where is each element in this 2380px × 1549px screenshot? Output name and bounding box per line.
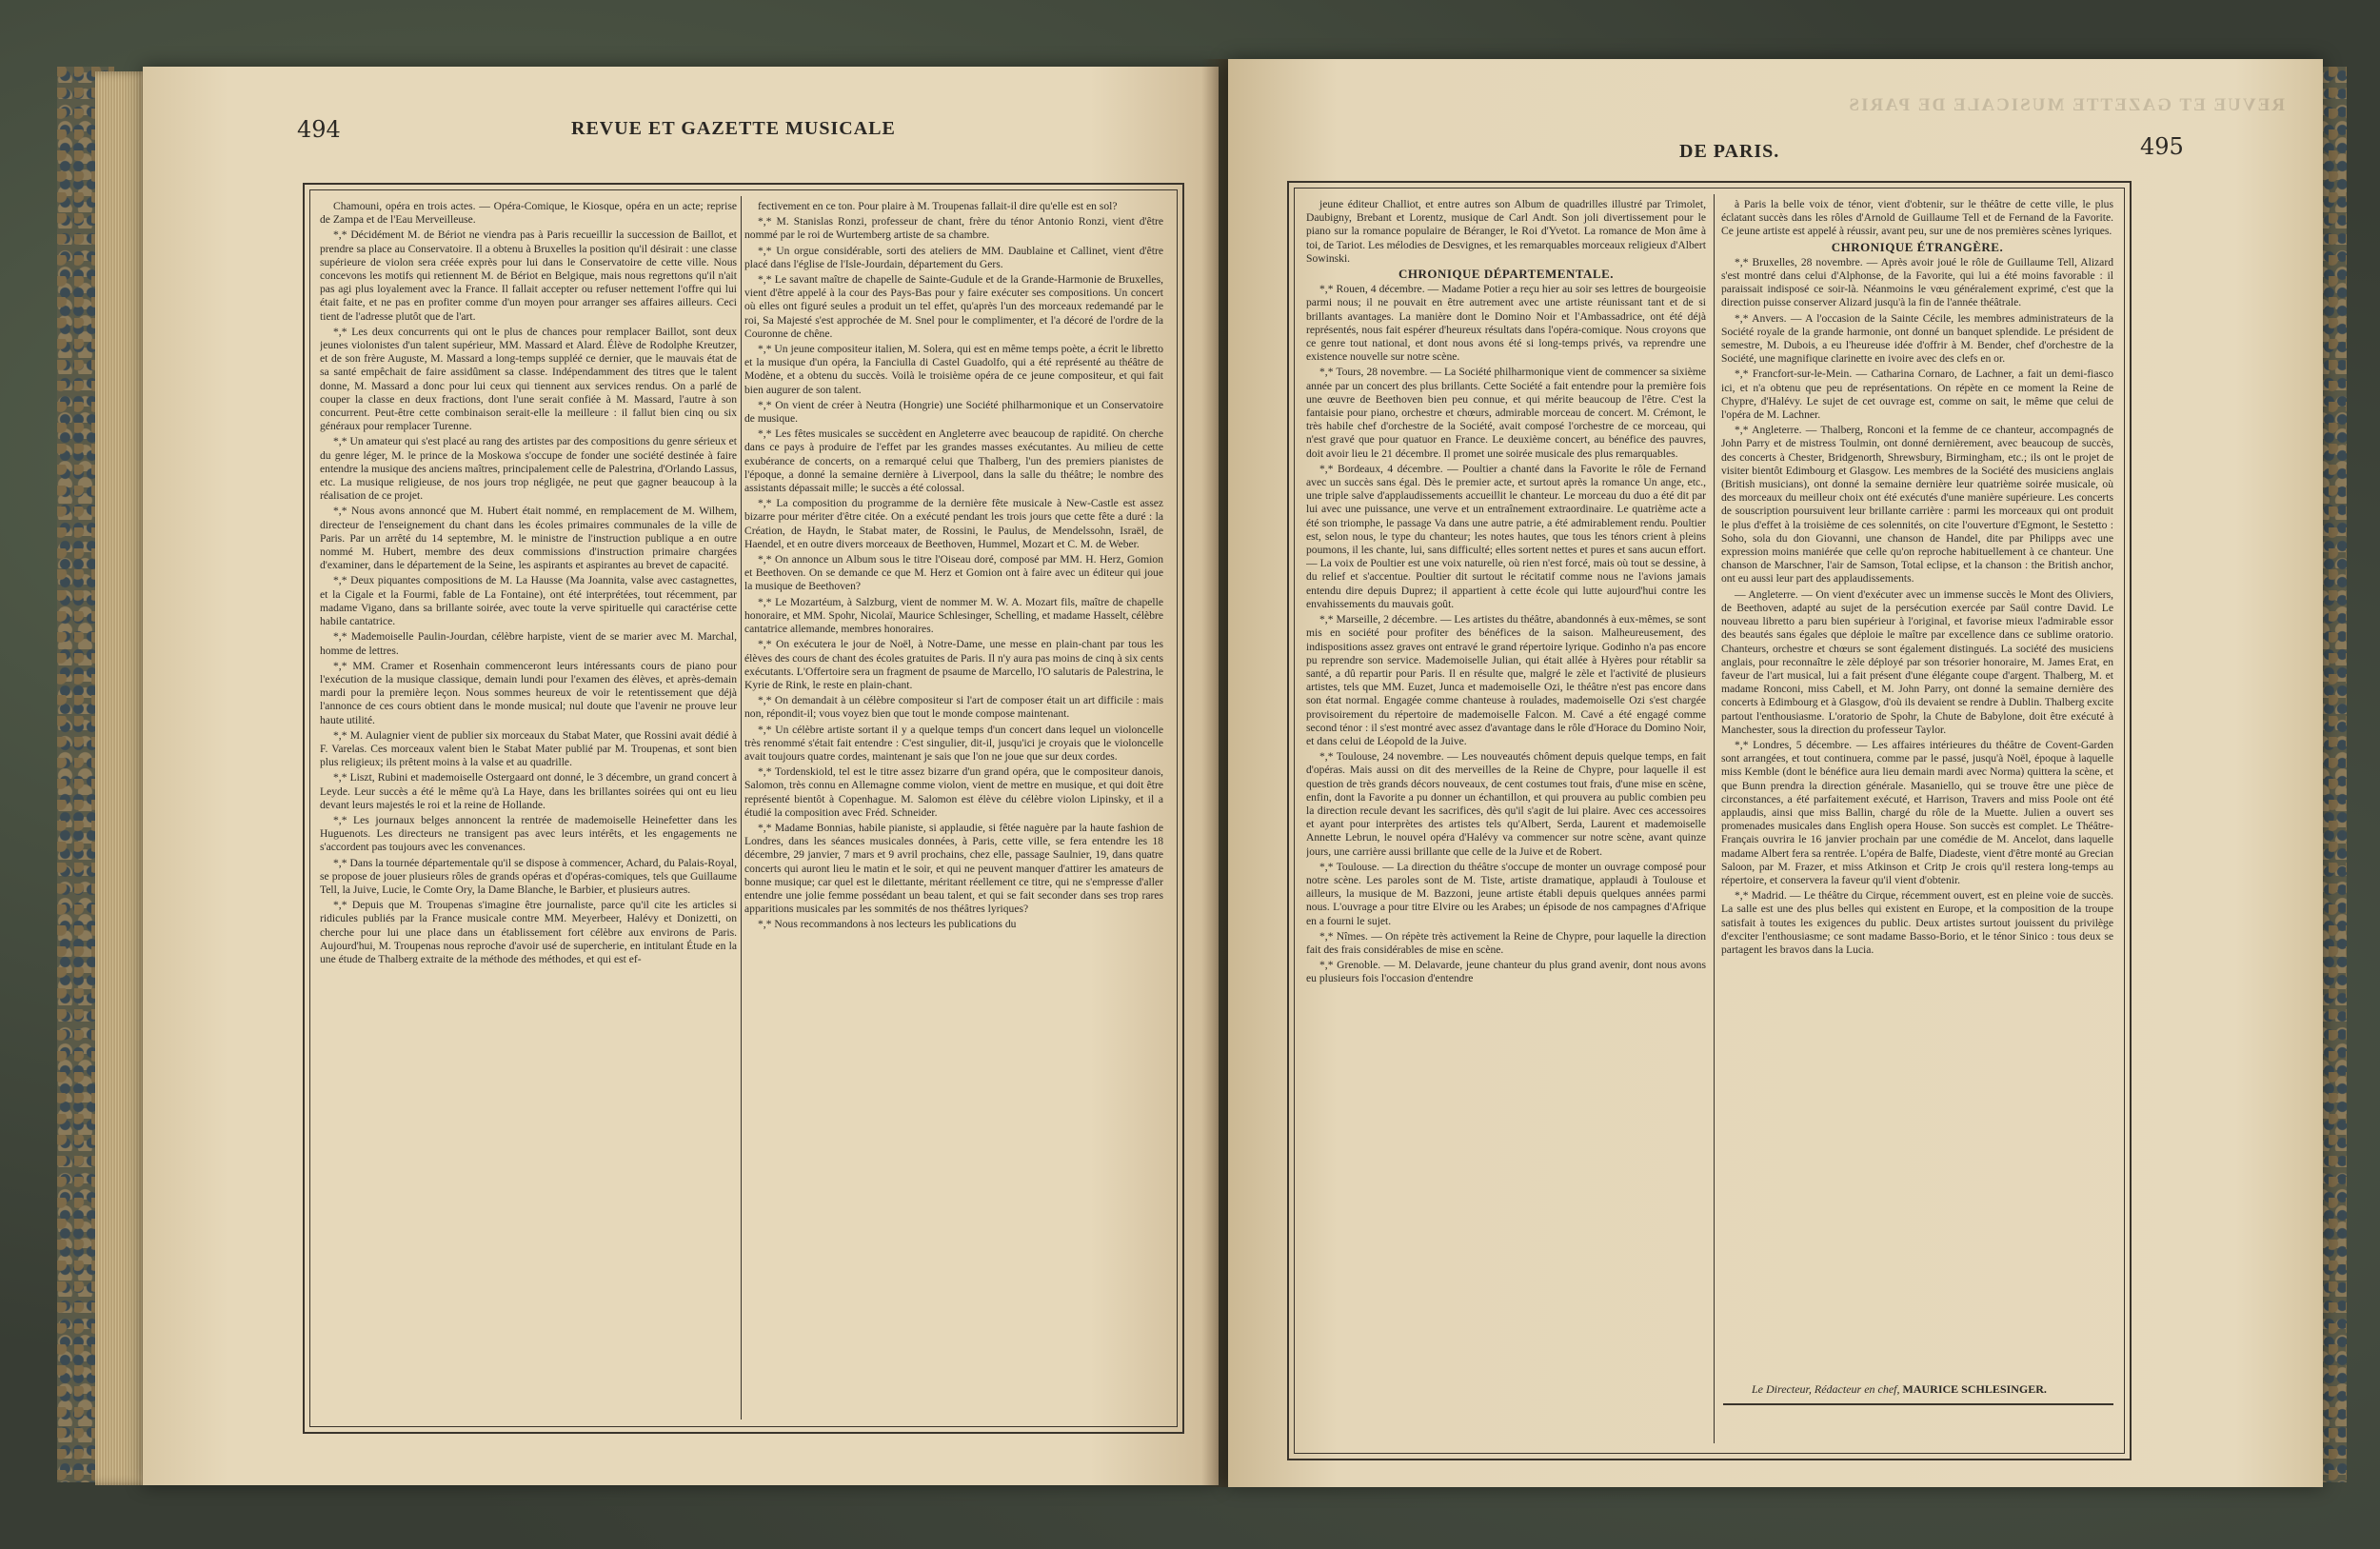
news-paragraph: *,* Madrid. — Le théâtre du Cirque, récemment ouvert, est en pleine voie de succès. La salle est une des plus belles qui existent en Europe, et la composition de la troupe satisfait à toutes les exigences du public. Deux artistes surtout jouissent du privilège d'exciter l'enthousiasme; ce sont madame Basso-Borio, et le ténor Sinico : tous deux se partagent les bravos dans la Lucia. (1721, 889, 2113, 956)
news-paragraph: *,* Londres, 5 décembre. — Les affaires intérieures du théâtre de Covent-Garden sont arrangées, et tout continuera, comme par le passé, jusqu'à Noël, époque à laquelle miss Kemble (dont le bénéfice aura lieu demain mardi avec Norma) quittera la scène, et que Bunn prendra la direction générale. Masaniello, qui se trouve être une pièce de circonstances, a été parfaitement exécuté, et Harrison, Travers and miss Poole ont été applaudis, ainsi que miss Ballin, chargé du rôle de la Muette. Julien a ouvert ses promenades musicales dans English opera House. Son succès est complet. Le Théâtre-Français ouvrira le 16 janvier prochain par une comédie de M. Ancelot, dans laquelle madame Albert fera sa rentrée. L'opéra de Balfe, Diadeste, vient d'être monté au Grecian Saloon, par M. Frazer, et miss Atkinson et Critp Je crois qu'il restera long-temps au répertoire, et conservera la faveur qu'il vient d'obtenir. (1721, 738, 2113, 886)
left-column-2 (744, 200, 1163, 1420)
news-paragraph: *,* Les journaux belges annoncent la rentrée de mademoiselle Heinefetter dans les Huguenots. Les directeurs ne transigent pas avec leurs intérêts, et les engagements ne s'accordent pas toujours avec les convenances. (320, 813, 737, 854)
left-column-rule (741, 196, 742, 1420)
news-paragraph: *,* On annonce un Album sous le titre l'Oiseau doré, composé par MM. H. Herz, Gomion et Beethoven. On se demande ce que M. Herz et Gomion ont à faire avec un éditeur qui joue la musique de Beethoven? (744, 553, 1163, 593)
news-paragraph: *,* Toulouse. — La direction du théâtre s'occupe de monter un ouvrage composé pour notre scène. Les paroles sont de M. Tiste, artiste dramatique, applaudi à Toulouse et ailleurs, la musique de M. Bazzoni, jeune artiste établi depuis quelques années parmi nous. L'ouvrage a pour titre Elvire ou les Arabes; un épisode de nos campagnes d'Afrique en a fourni le sujet. (1306, 860, 1706, 927)
news-paragraph: *,* Marseille, 2 décembre. — Les artistes du théâtre, abandonnés à eux-mêmes, se sont mis en société pour profiter des bénéfices de la saison. Malheureusement, des indispositions assez graves ont entravé le grand répertoire lyrique. Godinho n'a pas encore pu reprendre son service. Mademoiselle Julian, qui était allée à Hyères pour rétablir sa santé, a dû repartir pour Paris. Il en résulte que, malgré le zèle et l'activité de plusieurs artistes, tels que MM. Euzet, Junca et mademoiselle Ozi, le théâtre n'est pas encore dans son état normal. Engagée comme chanteuse à roulades, mademoiselle Ozi s'est chargée provisoirement du répertoire de mademoiselle Falcon. M. Cavé a été engagé comme second ténor : il s'est montré avec assez d'avantage dans le rôle d'Horace du Domino Noir, et dans celui de Léopold de la Juive. (1306, 613, 1706, 747)
left-page-number: 494 (297, 116, 341, 143)
news-paragraph: *,* M. Stanislas Ronzi, professeur de chant, frère du ténor Antonio Ronzi, vient d'être nommé par le roi de Wurtemberg artiste de sa chambre. (744, 215, 1163, 242)
right-column-rule (1714, 194, 1715, 1443)
news-paragraph: *,* Madame Bonnias, habile pianiste, si applaudie, si fêtée naguère par la haute fashion de Londres, dans les séances musicales données, à Paris, cette ville, se fera entendre les 18 décembre, 29 janvier, 7 mars et 9 avril prochains, chez elle, passage Saulnier, 19, dans quatre concerts qui auront lieu le matin et le soir, et qui ne peuvent manquer d'attirer les amateurs de bonne musique; car quel est le dilettante, méritant réellement ce titre, qui ne s'empresse d'aller entendre une jolie femme possédant un beau talent, et qui se fait seconder dans ses trop rares apparitions musicales par les sommités de nos théâtres lyriques? (744, 821, 1163, 916)
left-column-1 (320, 200, 737, 1420)
right-running-head: DE PARIS. (1679, 141, 1780, 162)
news-paragraph: *,* Bruxelles, 28 novembre. — Après avoir joué le rôle de Guillaume Tell, Alizard s'est montré dans celui d'Alphonse, de la Favorite, qui lui a été moins favorable : il paraissait indisposé ce soir-là. Néanmoins le vœu généralement exprimé, c'est que la direction puisse conserver Alizard jusqu'à la fin de l'année théâtrale. (1721, 255, 2113, 309)
signature-role: Le Directeur, Rédacteur en chef, (1752, 1382, 1900, 1396)
left-running-head: REVUE ET GAZETTE MUSICALE (571, 118, 896, 139)
news-paragraph: *,* Nous avons annoncé que M. Hubert était nommé, en remplacement de M. Wilhem, directeur de l'enseignement du chant dans les écoles primaires communales de la ville de Paris. Par un arrêté du 14 septembre, M. le ministre de l'instruction publique a en outre nommé M. Hubert, membre des deux commissions d'instruction primaire chargées d'examiner, dans le département de la Seine, les aspirants et aspirantes au brevet de capacité. (320, 505, 737, 572)
closing-rule (1723, 1403, 2113, 1405)
news-paragraph: *,* M. Aulagnier vient de publier six morceaux du Stabat Mater, que Rossini avait dédié à F. Varelas. Ces morceaux valent bien le Stabat Mater publié par M. Troupenas, et sont bien plus religieux; ils prêtent moins à la valse et au quadrille. (320, 728, 737, 769)
news-paragraph: *,* Tours, 28 novembre. — La Société philharmonique vient de commencer sa sixième année par un concert des plus brillants. Cette Société a fait entendre pour la première fois une œuvre de Beethoven bien peu connue, et qui mérite beaucoup de l'être. C'est la fantaisie pour piano, orchestre et chœurs, admirable morceau de concert. M. Crémont, le très habile chef d'orchestre de la Société, avait composé l'orchestre de ce morceau, qui n'est gravé que pour quatuor en France. Le deuxième concert, au bénéfice des pauvres, doit avoir lieu le 21 décembre. Il promet une soirée musicale des plus remarquables. (1306, 366, 1706, 460)
news-paragraph: *,* Tordenskiold, tel est le titre assez bizarre d'un grand opéra, que le compositeur danois, Salomon, très connu en Allemagne comme violon, vient de mettre en musique, et qui doit être représenté bientôt à Copenhague. M. Salomon est élève du célèbre violon Lipinsky, et il a étudié la composition avec Fréd. Schneider. (744, 765, 1163, 819)
news-paragraph: *,* Nous recommandons à nos lecteurs les publications du (758, 918, 1017, 931)
news-paragraph: *,* Depuis que M. Troupenas s'imagine être journaliste, parce qu'il cite les articles si ridicules publiés par la France musicale contre MM. Meyerbeer, Halévy et Donizetti, on cherche pour lui une place dans un établissement fort célèbre aux environs de Paris. Aujourd'hui, M. Troupenas nous reproche d'avoir usé de supercherie, en intitulant Étude en la une étude de Thalberg extraite de la méthode des méthodes, et qui est ef- (320, 899, 737, 965)
editor-signature (1752, 1382, 2047, 1397)
signature-name: MAURICE SCHLESINGER. (1902, 1382, 2047, 1396)
news-paragraph: *,* Dans la tournée départementale qu'il se dispose à commencer, Achard, du Palais-Royal, se propose de jouer plusieurs rôles de grands opéras et d'opéras-comiques, tels que Guillaume Tell, la Juive, Lucie, le Comte Ory, la Dame Blanche, le Barbier, et plusieurs autres. (320, 856, 737, 896)
news-paragraph: *,* On demandait à un célèbre compositeur si l'art de composer était un art difficile : mais non, répondit-il; vous voyez bien que tout le monde compose maintenant. (744, 694, 1163, 721)
news-paragraph: *,* On exécutera le jour de Noël, à Notre-Dame, une messe en plain-chant par tous les élèves des cours de chant des écoles gratuites de Paris. Il n'y aura pas moins de cinq à six cents exécutants. L'Offertoire sera un fragment de psaume de Marcello, l'O salutaris de Palestrina, le Kyrie de Rink, le reste en plain-chant. (744, 638, 1163, 691)
news-paragraph: fectivement en ce ton. Pour plaire à M. Troupenas fallait-il dire qu'elle est en sol? (758, 200, 1118, 212)
right-column-1 (1306, 198, 1706, 1443)
news-paragraph: *,* Toulouse, 24 novembre. — Les nouveautés chôment depuis quelque temps, en fait d'opéras. Mais aussi on dit des merveilles de la Reine de Chypre, pour laquelle il est question de très grands décors nouveaux, de cent costumes tout frais, d'une mise en scène, enfin, dont la Favorite a pu donner un échantillon, et qui prouvera au public combien peu la direction recule devant les sacrifices, dès qu'il s'agit de lui plaire. Avec ces accessoires et ayant pour interprètes des artistes tels qu'Albert, Serda, Laurent et mademoiselle Annette Lebrun, le nouvel opéra d'Halévy va commencer sur notre scène, avant quinze jours, une carrière aussi brillante que celle de la Juive et de Robert. (1306, 750, 1706, 858)
news-paragraph: *,* Les deux concurrents qui ont le plus de chances pour remplacer Baillot, sont deux jeunes violonistes d'un talent supérieur, MM. Massard et Alard. Élève de Rodolphe Kreutzer, et de son frère Auguste, M. Massard a long-temps suppléé ce dernier, que le mauvais état de sa santé empêchait de faire assidûment sa classe. Indépendamment des titres que le talent donne, M. Massard a donc pour lui ceux qui tiennent aux services rendus. On a parlé de couper la classe en deux fractions, dont l'une serait confiée à M. Massard, l'autre à son concurrent. Peut-être cette combinaison serait-elle la meilleure : il fallut bien cinq ou six généraux pour remplacer Turenne. (320, 325, 737, 433)
news-paragraph: *,* Grenoble. — M. Delavarde, jeune chanteur du plus grand avenir, dont nous avons eu plusieurs fois l'occasion d'entendre (1306, 959, 1706, 985)
news-paragraph: Chamouni, opéra en trois actes. — Opéra-Comique, le Kiosque, opéra en un acte; reprise de Zampa et de l'Eau Merveilleuse. (320, 200, 737, 227)
news-paragraph: à Paris la belle voix de ténor, vient d'obtenir, sur le théâtre de cette ville, le plus éclatant succès dans les rôles d'Arnold de Guillaume Tell et de Fernand de la Favorite. Ce jeune artiste est appelé à réussir, avant peu, sur une de nos premières scènes lyriques. (1721, 198, 2113, 238)
news-paragraph: *,* Nîmes. — On répète très activement la Reine de Chypre, pour laquelle la direction fait des frais considérables de mise en scène. (1306, 929, 1706, 956)
news-paragraph: *,* Un orgue considérable, sorti des ateliers de MM. Daublaine et Callinet, vient d'être placé dans l'église de l'Isle-Jourdain, département du Gers. (744, 244, 1163, 270)
news-paragraph: — Angleterre. — On vient d'exécuter avec un immense succès le Mont des Oliviers, de Beethoven, adapté au sujet de la persécution exercée par Saül contre David. Le nouveau libretto a paru bien supérieur à l'original, et favorise mieux l'admirable essor des beautés sans égales que déploie le maître par excellence dans ce sublime oratorio. Chanteurs, orchestre et chœurs se sont également distingués. La société des musiciens anglais, pour reconnaître le zèle déployé par son trésorier honoraire, M. James Erat, en faveur de l'art musical, lui a fait présent d'une élégante coupe d'argent. Thalberg, M. et madame Ronconi, miss Cabell, et M. John Parry, ont donné la semaine dernière des concerts à Edimbourg et à Glasgow, d'où ils devaient se rendre à Dublin. Thalberg excite partout l'enthousiasme. L'oratorio de Spohr, la Chute de Babylone, doit être exécuté à Manchester, sous la direction du professeur Taylor. (1721, 587, 2113, 736)
right-column-2 (1721, 198, 2113, 1374)
news-paragraph: *,* La composition du programme de la dernière fête musicale à New-Castle est assez bizarre pour mériter d'être citée. On a exécuté pendant les trois jours que cette fête a duré : la Création, de Haydn, le Stabat mater, de Rossini, le Paulus, de Mendelssohn, Israël, de Haendel, et en outre divers morceaux de Beethoven, Hummel, Mozart et C. M. de Weber. (744, 497, 1163, 550)
news-paragraph: *,* Le savant maître de chapelle de Sainte-Gudule et de la Grande-Harmonie de Bruxelles, vient d'être appelé à la cour des Pays-Bas pour y faire exécuter ses compositions. Un concert où elles ont figuré seules a produit un tel effet, qu'après l'un des morceaux redemandé par le roi, Sa Majesté s'est approchée de M. Snel pour le complimenter, et l'a décoré de l'ordre de la Couronne de chêne. (744, 273, 1163, 340)
news-paragraph: *,* Rouen, 4 décembre. — Madame Potier a reçu hier au soir ses lettres de bourgeoisie parmi nous; il ne pouvait en être autrement avec une artiste réunissant tant et de si brillants avantages. La manière dont le Domino Noir et l'Ambassadrice, ont été déjà représentés, nous fait espérer d'heureux résultats dans l'opéra-comique. Nous croyons que ce genre tout national, et dont nous avons été si long-temps privés, va reprendre une existence nouvelle sur notre scène. (1306, 283, 1706, 364)
news-paragraph: jeune éditeur Challiot, et entre autres son Album de quadrilles illustré par Trimolet, Daubigny, Brebant et Lorentz, musique de Carl Andt. Son joli divertissement pour le piano sur la romance populaire de Béranger, le Roi d'Yvetot. La romance de Mon âme à toi, de Tariot. Les mélodies de Desvignes, et les remarquables morceaux religieux d'Albert Sowinski. (1306, 198, 1706, 265)
news-paragraph: *,* Liszt, Rubini et mademoiselle Ostergaard ont donné, le 3 décembre, un grand concert à Leyde. Leur succès a été le même qu'à La Haye, dans les brillantes soirées qui ont eu lieu devant leurs majestés le roi et la reine de Hollande. (320, 771, 737, 811)
right-page-number: 495 (2140, 133, 2184, 160)
news-paragraph: *,* Décidément M. de Bériot ne viendra pas à Paris recueillir la succession de Baillot, et prendre sa place au Conservatoire. Il a obtenu à Bruxelles la position qu'il désirait : une classe supérieure de violon sera créée exprès pour lui dans le Conservatoire de cette ville. Nous concevons les motifs qui retiennent M. de Bériot en Belgique, mais nous regrettons qu'il n'ait pas agi plus loyalement avec la France. Il fallait accepter ou refuser nettement l'offre qui lui était faite, et ne pas en profiter comme d'un moyen pour arranger ses affaires ailleurs. Ceci tient de l'adresse plutôt que de l'art. (320, 228, 737, 323)
news-paragraph: *,* Le Mozartéum, à Salzburg, vient de nommer M. W. A. Mozart fils, maître de chapelle honoraire, et MM. Spohr, Nicolaï, Maurice Schlesinger, Schelling, et madame Hasselt, célèbre cantatrice allemande, membres honoraires. (744, 595, 1163, 636)
news-paragraph: *,* Un célèbre artiste sortant il y a quelque temps d'un concert dans lequel un violoncelle très renommé s'était fait entendre : C'est singulier, dit-il, jusqu'ici je croyais que le violoncelle avait toujours quatre cordes, maintenant je sais que l'on ne joue que sur deux cordes. (744, 723, 1163, 763)
news-paragraph: *,* Un amateur qui s'est placé au rang des artistes par des compositions du genre sérieux et du genre léger, M. le prince de la Moskowa s'occupe de fonder une société destinée à faire entendre la musique des anciens maîtres, principalement celle de Palestrina, d'Orlando Lassus, etc. La musique religieuse, de nos jours trop négligée, ne peut que gagner beaucoup à la réalisation de ce projet. (320, 435, 737, 503)
news-paragraph: *,* Bordeaux, 4 décembre. — Poultier a chanté dans la Favorite le rôle de Fernand avec un succès sans égal. Dès le premier acte, et surtout après la romance Un ange, etc., une triple salve d'applaudissements accueillit le chanteur. Le morceau du duo a été dit par lui avec une puissance, une verve et un entraînement extraordinaire. Le quatrième acte a été son triomphe, le passage Va dans une autre patrie, a été admirablement rendu. Poultier est, selon nous, le type du chanteur; les notes hautes, que tous les ténors crient à pleins poumons, il les chante, lui, sans difficulté; elles sortent nettes et pures et sans aucun effort. — La voix de Poultier est une voix naturelle, où rien n'est forcé, mais où tout se dessine, à du relief et s'accentue. Poultier dit surtout le récitatif comme nous ne l'avions jamais entendu dire depuis Duprez; il appartient à cette école qui lutte aujourd'hui contre les envahissements du mauvais goût. (1306, 462, 1706, 610)
news-paragraph: *,* Anvers. — A l'occasion de la Sainte Cécile, les membres administrateurs de la Société royale de la grande harmonie, ont donné un banquet splendide. Le président de semestre, M. Dubois, a eu l'heureuse idée d'offrir à M. Bender, chef d'orchestre de la Société, une magnifique clarinette en ivoire avec des clefs en or. (1721, 311, 2113, 366)
section-heading: CHRONIQUE DÉPARTEMENTALE. (1398, 267, 1615, 282)
news-paragraph: *,* Angleterre. — Thalberg, Ronconi et la femme de ce chanteur, accompagnés de John Parry et de mistress Toulmin, ont donné dernièrement, avec beaucoup de succès, des concerts à Chester, Bridgenorth, Shrewsbury, Birmingham, etc.; ils ont le projet de visiter bientôt Edimbourg et Glasgow. Les membres de la Société des musiciens anglais (British musicians), ont donné la semaine dernière leur quatrième soirée musicale, où des morceaux du meilleur choix ont été exécutés d'une manière supérieure. Les concerts de souscription poursuivent leur brillante carrière : parmi les morceaux qui ont produit le plus d'effet à la troisième de ces solennités, on cite l'ouverture d'Egmont, le Sestetto : Soho, sola du don Giovanni, une chanson de Handel, dite par Philipps avec une expression moins maniérée que celle qu'on reproche habituellement à ce chanteur. Une chanson de Marschner, l'air de Samson, Total eclipse, et la chanson : the British anchor, ont eu aussi leur part des applaudissements. (1721, 424, 2113, 586)
news-paragraph: *,* Un jeune compositeur italien, M. Solera, qui est en même temps poète, a écrit le libretto et la musique d'un opéra, la Fanciulla di Castel Guadolfo, qui a été représenté au théâtre de Modène, et a obtenu du succès. Voilà le troisième opéra de ce jeune compositeur, et qui fait bien augurer de son talent. (744, 343, 1163, 396)
section-heading: CHRONIQUE ÉTRANGÈRE. (1831, 239, 2004, 254)
bleed-through-text: REVUE ET GAZETTE MUSICALE DE PARIS (1847, 95, 2285, 115)
news-paragraph: *,* Mademoiselle Paulin-Jourdan, célèbre harpiste, vient de se marier avec M. Marchal, homme de lettres. (320, 630, 737, 657)
news-paragraph: *,* Francfort-sur-le-Mein. — Catharina Cornaro, de Lachner, a fait un demi-fiasco ici, et n'a obtenu que peu de représentations. On répète en ce moment la Reine de Chypre, d'Halévy. Le sujet de cet ouvrage est, comme on sait, le même que celui de l'opéra de M. Lachner. (1721, 367, 2113, 422)
news-paragraph: *,* MM. Cramer et Rosenhain commenceront leurs intéressants cours de piano pour l'exécution de la musique classique, demain lundi pour l'examen des élèves, et après-demain mardi pour la première leçon. Nous sommes heureux de voir le retentissement que déjà l'annonce de ces cours obtient dans le monde musical; nul doute que l'avenir ne prouve leur haute utilité. (320, 659, 737, 726)
news-paragraph: *,* On vient de créer à Neutra (Hongrie) une Société philharmonique et un Conservatoire de musique. (744, 398, 1163, 426)
news-paragraph: *,* Les fêtes musicales se succèdent en Angleterre avec beaucoup de rapidité. On cherche dans ce pays à produire de l'effet par les grandes masses exécutantes. Au milieu de cette exubérance de concerts, on a remarqué celui que Thalberg, l'un des premiers pianistes de l'époque, a donné la semaine dernière à Liverpool, dans la salle du théâtre; le nombre des assistants dépassait mille; le succès a été colossal. (744, 427, 1163, 495)
news-paragraph: *,* Deux piquantes compositions de M. La Hausse (Ma Joannita, valse avec castagnettes, et la Cigale et la Fourmi, fable de La Fontaine), ont été interprétées, tout récemment, par madame Vigano, dans sa brillante soirée, avec toute la verve spirituelle qui caractérise cette habile cantatrice. (320, 574, 737, 628)
